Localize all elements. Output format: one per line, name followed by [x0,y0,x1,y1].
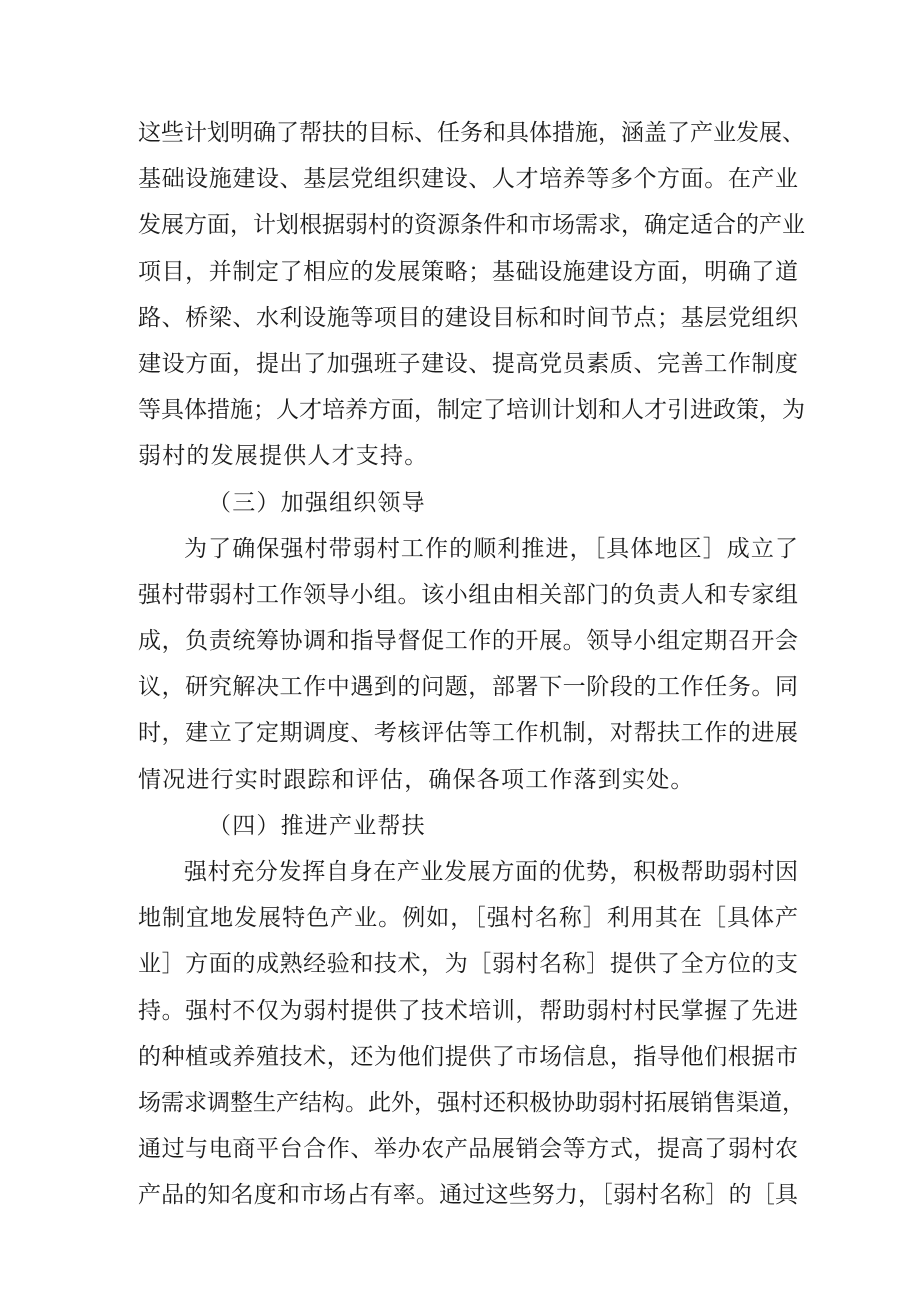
text-line: 场需求调整生产结构。此外，强村还积极协助弱村拓展销售渠道， [138,1089,805,1116]
paragraph [138,526,798,803]
text-line: 强村充分发挥自身在产业发展方面的优势，积极帮助弱村因 [184,859,798,885]
text-line: 持。强村不仅为弱村提供了技术培训，帮助弱村村民掌握了先进 [138,997,798,1024]
section-heading: （四）推进产业帮扶 [208,812,426,839]
text-line: 为了确保强村带弱村工作的顺利推进，［具体地区］成立了 [184,535,798,562]
section-heading: （三）加强组织领导 [208,489,426,516]
text-line: 项目，并制定了相应的发展策略；基础设施建设方面，明确了道 [138,258,798,285]
text-line: 建设方面，提出了加强班子建设、提高党员素质、完善工作制度 [138,350,798,377]
paragraph [138,849,805,1219]
document-body [138,110,805,1219]
text-line: 通过与电商平台合作、举办农产品展销会等方式，提高了弱村农 [138,1136,798,1163]
text-line: 基础设施建设、基层党组织建设、人才培养等多个方面。在产业 [138,166,798,193]
paragraph [138,110,805,480]
text-line: 的种植或养殖技术，还为他们提供了市场信息，指导他们根据市 [138,1043,798,1070]
text-line: 地制宜地发展特色产业。例如，［强村名称］利用其在［具体产 [138,905,798,932]
text-line: 路、桥梁、水利设施等项目的建设目标和时间节点；基层党组织 [138,304,798,331]
text-line: 产品的知名度和市场占有率。通过这些努力，［弱村名称］的［具 [138,1182,798,1209]
text-line: 议，研究解决工作中遇到的问题，部署下一阶段的工作任务。同 [138,674,798,701]
text-line: 这些计划明确了帮扶的目标、任务和具体措施，涵盖了产业发展、 [138,120,805,146]
text-line: 成，负责统筹协调和指导督促工作的开展。领导小组定期召开会 [138,628,798,655]
text-line: 发展方面，计划根据弱村的资源条件和市场需求，确定适合的产业 [138,212,805,239]
text-line: 业］方面的成熟经验和技术，为［弱村名称］提供了全方位的支 [138,951,798,978]
text-line: 时，建立了定期调度、考核评估等工作机制，对帮扶工作的进展 [138,720,798,747]
text-line: 弱村的发展提供人才支持。 [138,443,429,470]
text-line: 情况进行实时跟踪和评估，确保各项工作落到实处。 [138,766,695,793]
text-line: 强村带弱村工作领导小组。该小组由相关部门的负责人和专家组 [138,581,798,608]
text-line: 等具体措施；人才培养方面，制定了培训计划和人才引进政策，为 [138,397,805,424]
